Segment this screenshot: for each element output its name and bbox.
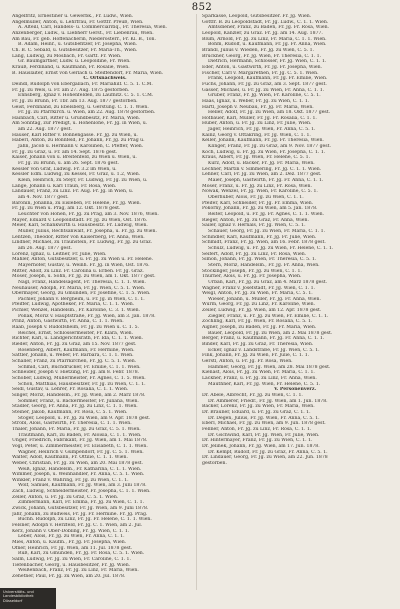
- entry-line: Jahr, Johann, zu Budweis, Fr. Jg. Fr. Hermine. Fr. Jg. Prag.: [12, 511, 148, 517]
- entry-line: Reiter, Leopold, u. Fr. Jg. Fr. Agnes, C. 1. 1. Wien.: [208, 211, 324, 217]
- entry-line: Maier, Joseph, Gastwirth, Fr. Jg. Fr. Anna, C. 1. 1.: [208, 178, 324, 184]
- entry-line: Walter, Adolf, Kaufmann, Fr. Ottilie, C. 1. 1. Wien.: [12, 455, 128, 461]
- entry-line: Frank, Leopold, Kaufmann, Fr. Jg. Fr. Emilie, Wien.: [208, 76, 328, 82]
- entry-line: Kraus, Albert, Fr. Jg. Wien, Fr. Helene, C. 5. 1.: [202, 155, 311, 161]
- entry-line: Dr. Gschwind, Karl, Fr. Jg. Wien, Fr. Julie, Wien.: [208, 432, 320, 438]
- entry-line: Kaiser, Johann von u. Breitenfeld, zu Wien u. Wien, u.: [12, 155, 137, 161]
- entry-line: Baronin, Johanna, zu Eisleben, Fr. Helene, Fr. Jg. Wien.: [12, 200, 142, 206]
- entry-line: Kerz, Johann v. Ober-Döbling, Fr. Jg. Wien, C. 1. 1.: [12, 528, 130, 534]
- entry-line: Lang, Ludwig, zu Mosbach, Fr. Gartf. Fr. Wien.: [12, 53, 122, 59]
- entry-line: Weigl, Anton, Fr. Jg. zu Wien, Fr. Maria, C. 5. 1.: [202, 291, 313, 297]
- entry-line: Gr. Baumgartner, Ludw. u. Leopoldine, Fr. Wien.: [18, 59, 131, 65]
- entry-line: Trautmann, Karl, zu Baden, Fr. Aloisia, C. 1. 1. Wien.: [18, 432, 142, 438]
- entry-line: Klein, Heinrich, zu Steyr, Fr. Ludwig, Fr. Jg. zu Wien, u.: [18, 178, 148, 184]
- entry-line: Dr. Brauner, Eduard, u. Fr. Jg. zu Graz, C. 1. 1.: [202, 409, 311, 415]
- entry-line: Rosenberg, Albert, Kaufmann, Fr. Hermine, Wien.: [18, 347, 135, 353]
- entry-line: Am Bau, Fr. geb. Hoffenacherin, Niederösterr., Fr. Kl. B., Ton.: [12, 36, 156, 42]
- entry-line: Kienast, Alois, Fr. Jg. zu Wien, Fr. Maria, C. 1. 1.: [202, 370, 315, 376]
- entry-line: Zimmermann, Karl, Fr. Emma, Fr. Jg. zu Wien, C. 1. 1.: [18, 500, 145, 506]
- entry-line: Felsner, Adolph v. Herzfeld, Fr. Jg. C. 1. Wien, am 2. Jul.: [12, 523, 143, 529]
- entry-line: Ziegler, Franz, u. Fr. Jg. zu Wien, Fr. Emilie, C. 1. 1.: [208, 313, 329, 319]
- entry-line: B. Hauslaiter, Ernst von Gerlach u. Steiffendorf, Fr. Maria, Wien.: [12, 70, 164, 76]
- entry-line: Brandl, Julius v. Wieden, Fr. Jg. zu Wien, C. 5. 1.: [202, 47, 314, 53]
- entry-line: Thaler, Johann, Fr. Maria, Fr. Jg. zu Graz, C. 5. 1. Wien.: [12, 426, 141, 432]
- entry-line: Schauer, Georg, Fr. Jg. zu Wien, Fr. Maria, C. 1. 1.: [208, 228, 326, 234]
- entry-line: Pfeiffer, Ludwig, Apotheker, Fr. Maria, C. 1. 1. Wien.: [12, 302, 135, 308]
- entry-line: Nowak, Wenzel, Fr. Jg. Wien, Fr. Karoline, C. 5. 1.: [202, 189, 318, 195]
- entry-line: Nagl, Franz, Handelsagent, Fr. Theresia, C. 1. 1. Wien.: [18, 279, 146, 285]
- entry-line: Dr. Ammerer, Friedr., Fr. Jg. Wien, am 1. Jun. 1878.: [208, 398, 328, 404]
- entry-line: Stern, Moriz, Handelsm., Fr. Jg. Fr. Anna, Wien.: [208, 262, 320, 268]
- entry-line: Sommer, Franz, u. Bäckermeister, Fr. Juliana, Wien.: [18, 398, 139, 404]
- entry-line: Kainz, Georg v. Ottakring, Fr. Jg. Wien, C. 1. 1.: [202, 132, 311, 138]
- entry-line: Schulz, Ludwig, u. Fr. Jg. zu Wien, Fr. Helene, C. 1. 1.: [208, 245, 334, 251]
- entry-line: Leopold, Kanzler, zu Graz. Fr. Jg. am 14. Aug. 1877.: [202, 30, 323, 36]
- entry-line: Hammer, Georg, Fr. Jg. Wien, am 28. Mai 1878 gest.: [208, 364, 331, 370]
- entry-line: Raab, Joseph v. Rudolfsheim, Fr. Jg. zu Wien u. C. 1. 5.: [12, 325, 139, 331]
- entry-line: Dr. Jelinek, Johann, Fr. Jg. Wien, am 17. Jun. 1878.: [202, 443, 320, 449]
- entry-line: Leber, Alois, Fr. Jg. zu Wien, Fr. Anna, C. 1. 1.: [18, 534, 125, 540]
- entry-line: Haas, Ignaz, u. Weber, Fr. Jg. zu Wien, C. 1. 1.: [202, 98, 310, 104]
- entry-line: Oberhuber, Alois, Fr. Jg. zu Wien, C. 1. 1.: [208, 195, 304, 200]
- entry-line: Ecker, Ignaz v. Landstraße, Fr. Jg. Wien, C. 5. 1.: [208, 347, 320, 353]
- entry-line: Zeiler, Ludwig, Fr. Jg. Wien, am 12. Apr. 1878 gest.: [202, 308, 322, 314]
- entry-line: Dr. Abele, Albrecht, Fr. Jg. zu Wien, C. 1. 1.: [202, 392, 303, 398]
- entry-line: Aigner, Joseph, zu Baden, Fr. Jg. Fr. Maria, Wien.: [202, 325, 317, 331]
- entry-line: Schindler, Karl, Kaufmann, Fr. Jg. Fr. Julie, Wien.: [202, 234, 317, 240]
- entry-line: Dietrich, Hermann, Schlosser, Fr. Jg. Wien, C. 1. 1.: [208, 59, 327, 65]
- entry-line: Pokorny, Johann, Fr. Jg. zu Wien, am 5. Jan. 1878.: [202, 206, 318, 212]
- entry-line: Schön, Matthias, Hausbesitzer, Fr. Jg. zu Wien, C. 1. 1.: [18, 381, 146, 387]
- entry-line: Kessler Edm. Ludwig, zu Kessel, Fr. Graz, u. 1.2, Wien.: [12, 172, 141, 178]
- entry-line: Fr. Jg. zu Brünn, Fr. Tbr. am 13. Aug. 1877 gestorben.: [12, 98, 138, 104]
- entry-line: Sailer, Ignaz v. Hernals, Fr. Jg. Wien, C. 5. 1.: [202, 223, 306, 229]
- entry-line: Winkler, Franz v. Währing, Fr. Jg. zu Wien, C. 1. 1.: [12, 477, 129, 483]
- entry-line: Zach, Ludwig, Schneidermeister, Fr. Josepha, C. 1. 1. Wien.: [12, 489, 151, 495]
- entry-line: Am Sonntag, zur Predigt, u. Hohenlohe, Fr. Jg. in Wien, u.: [12, 121, 148, 127]
- entry-line: Ruß, Karl, zu Gmunden, Fr. Jg. Fr. Rosa, C. 5. 1. Wien.: [18, 551, 145, 557]
- entry-line: Heller, Adolf, Fr. Jg. zu Wien, am 18. Okt. 1877 gest.: [208, 110, 331, 116]
- entry-line: Stöger, Leopold, u. Fr. Jg. zu Wien, am 9. Apr. 1878 gest.: [18, 415, 151, 421]
- entry-line: Müller, Julius, Rechtsanwalt, Fr. Josepha, u. Fr. Jg. zu Wien.: [18, 228, 157, 234]
- entry-line: Zwick, Johann, Gutsbesitzer, Fr. Jg. Wien, am 9. Juni 1878.: [12, 506, 149, 512]
- entry-line: Buchh. Rudolph, zu Linz, Fr. Jg. Fr. Helene, C. 1. 1. Wien.: [18, 517, 152, 523]
- section-heading: C. Ortsnachweis.: [83, 76, 127, 82]
- entry-line: Dr. Lindauer, Georg, Fr. Jg. zu Wien, am 22. Jun. 1878: [202, 455, 328, 461]
- entry-line: Wagner, Heinrich v. Gumpendorf, Fr. Jg. C. 5. 1. Wien.: [18, 449, 144, 455]
- entry-line: Hartl, Joseph v. Neubau, Fr. Jg. Fr. Maria, Wien.: [202, 104, 314, 110]
- entry-line: am 4. Nov. 1877 gest.: [18, 195, 69, 200]
- page-number: 852: [191, 2, 213, 13]
- entry-line: Mahler, Anton, Gutsbesitzer, u. Fr. Jg. zu Wien u. Fr. Helene.: [12, 257, 154, 263]
- entry-line: Eberl, Michael, Fr. Jg. zu Wien, am 9. Jun. 1878 gest.: [202, 421, 326, 427]
- entry-line: Wieser, Johann, u. Müller, Fr. Jg. Fr. Anna, Wien.: [208, 296, 321, 302]
- entry-line: Rieger, Anton, Fr. Jg. zu Graz, Fr. Anna, Wien.: [202, 217, 309, 223]
- entry-line: Jäger, Heinrich, Fr. Jg. Wien, Fr. Anna, C. 5. 1.: [208, 127, 316, 133]
- entry-line: Stockinger, Joseph, Fr. Jg. zu Wien, C. 1. 1.: [202, 268, 302, 274]
- entry-line: Wurm, Georg, Fr. Jg. zu Linz, Fr. Karoline, Wien.: [202, 302, 316, 308]
- entry-line: Thurner, Alois, u. Fr. Jg. Fr. Josepha, Wien.: [202, 274, 302, 280]
- entry-line: Pachler, Johann v. Bergheim, u. Fr. Jg. in Wien, C. 1. 1.: [18, 296, 145, 302]
- entry-line: Seifert, Adolf, Fr. Jg. zu Linz, Fr. Rosa, Wien.: [202, 251, 307, 257]
- entry-line: A. Alteill, Carl, Handels- u. Commerciäritiq., Fr. Theresia, Wien.: [18, 25, 168, 31]
- entry-line: Salm, Ludwig, Fr. Jg. zu Wien, Fr. Caroline, C. 1. 1.: [12, 557, 131, 562]
- column-divider: [196, 14, 197, 590]
- entry-line: Hainbach, Carl, Ritter u. Grundbesitz, Fr. Maria, Wien.: [12, 115, 141, 121]
- entry-line: Angelmüller, Anton, u. Lehrfrau, Fr. Gottfr. Preuß, Wien.: [12, 19, 144, 25]
- logo-line-1: Universitäts- und: [3, 590, 34, 594]
- logo-line-3: Düsseldorf: [3, 598, 23, 603]
- entry-line: Lorenz, Ignaz, u. Leitner, Fr. Julie, Wien.: [12, 251, 107, 257]
- entry-line: Pichler, Wenzel, Handelsm., Fr. Karoline, C. 3. 1. Wien.: [12, 308, 141, 314]
- entry-line: Richter, Karl, u. Landgerichtsrath, Fr. Ida, C. 1. 1. Wien.: [12, 336, 144, 342]
- entry-line: Koch, Ludwig, u. Fr. Jg. zu Wien, Fr. Josepha, C. 1. 1.: [202, 149, 326, 155]
- entry-line: Singer, Moriz, Handelsm., Fr. Jg. Wien, am 2. März 1878.: [12, 392, 146, 398]
- entry-line: Simon, Johann, Fr. Jg. Wien, Fr. Theresia, C. 5. 1.: [202, 257, 317, 263]
- entry-line: Fischer, Carl v. Margarethen, Fr. Jg. C. 5. 1. Wien.: [202, 70, 319, 76]
- entry-line: Weiß, Ignaz, Handelsm., Fr. Katharina, C. 1. 1. Wien.: [18, 466, 142, 472]
- left-column: [12, 14, 198, 590]
- entry-line: Lentzen, Theodor, Ritter von Kaiserberg, Fr. Anna, Wien.: [12, 234, 145, 240]
- entry-line: Bauer, Leopold, Fr. Jg. zu Wien, am 2. Mai 1878 gest.: [208, 330, 333, 336]
- entry-line: Neuhauser, Adolph, Fr. Maria, Fr. Jg. Wien, C. 5. 1. Wien.: [12, 285, 146, 291]
- entry-line: Mitter, Adolf, zu Linz. Fr. Carolina u. Erben. Fr. Jg. Graz.: [12, 268, 144, 274]
- entry-line: Gasser, Michael, u. Fr. Jg. zu Wien, Fr. Anna, C. 1. 1.: [202, 87, 325, 93]
- entry-line: Krauß, Ferdinand, u. Kaufmann, Fr. Rosalie, Wien.: [12, 64, 130, 70]
- entry-line: Böhm, Rudolf, u. Kaufmann, Fr. Jg. Fr. Anna, Wien.: [208, 42, 327, 48]
- entry-line: Bäcker, Lorenz, Fr. Jg. zu Wien, Fr. Maria, Wien.: [202, 404, 315, 410]
- entry-line: am 22. Aug. 1877 gest.: [18, 127, 72, 133]
- entry-line: Hauser, Karl Ritter v. Bonnengasse. Fr. Jg. zu Wien, u.: [12, 132, 138, 138]
- entry-line: Hofbauer, Karl, Müller, Fr. Jg. Fr. Rosalia, C. 1. 1.: [202, 115, 317, 121]
- entry-line: Unger, Friedrich, Fabrikant, Fr. Jg. Wien, am 1. Mai 1878.: [12, 438, 148, 444]
- entry-line: Leuchter von Hohen, Fr. Jg. zu Prag, am 3. Nov. 1876, Wien.: [18, 211, 159, 217]
- entry-line: Prinz, Anton, Gastwirth, Fr. Anna, C. 1. 1. Wien.: [12, 319, 124, 325]
- entry-line: Fuchs, Johann, Fr. Jg. zu Graz, am 3. Sept. 1877 gest.: [202, 81, 327, 87]
- entry-line: Geist, Ferdinand, zu Ebelsberg, u. Gerstung. C. 1. 1. Wien.: [12, 104, 149, 110]
- entry-line: Lange, Johann u. Karl Traun, Fr. Rosa, Wien.: [12, 183, 117, 189]
- entry-line: Gruber, Franz, Fr. Jg. Wien, Fr. Karoline, C. 5. 1.: [208, 93, 321, 99]
- entry-line: Fr. Jg. zu Wien u. Prag, am 12. Okt. 1878 gest.: [12, 206, 121, 212]
- entry-line: Ofner, Heinrich, Fr. Jg. Wien, am 11. Jul. 1878 gest.: [12, 545, 133, 551]
- entry-line: Dr. Degen, Julius, Fr. Jg. Wien, Fr. Anna, C. 5. 1.: [208, 415, 320, 421]
- entry-line: Binder, Karl, Fr. Jg. zu Graz, Fr. Theresia, Wien.: [202, 342, 314, 348]
- entry-line: Kurz, Adolf, u. Bäcker, Fr. Jg. Fr. Maria, Wien.: [208, 161, 315, 167]
- library-logo: [0, 588, 56, 609]
- entry-line: Dr. Hintermayer, Franz, Fr. Jg. zu Wien, C. 1. 1.: [202, 438, 313, 444]
- entry-line: Mies, Anton, u. Kaufm., Fr. Jg. Fr. Josepha, Wien.: [12, 540, 127, 546]
- entry-line: Blum, Arnold, Fr. Jg. zu Linz, Fr. Maria, C. 1. 1. Wien.: [202, 36, 327, 42]
- section-heading: V. Personenverz.: [273, 387, 317, 393]
- entry-line: Kessler von Graf, Ludwig. Fr. 3.2 im Wien, u.: [12, 166, 117, 172]
- right-column: [202, 14, 388, 590]
- entry-line: Vogl, Peter, u. Zimmermeister, Fr. Elisabeth, C. 1. 1. Wien.: [12, 443, 148, 449]
- entry-line: gestorben.: [202, 460, 227, 466]
- entry-line: Weber, Christian, Fr. Jg. zu Wien, am 20. Mai 1878 gest.: [12, 460, 143, 466]
- entry-line: Strobl, Alois, Gastwirth, Fr. Theresia, C. 1. 1. Wien.: [12, 421, 132, 427]
- entry-line: Meier, Karl, Schankwirth u. Hausbesitz. Fr. Ludwig, Wien.: [12, 223, 148, 229]
- entry-line: Seidl, Gustav, u. Lehrer, Fr. Rosalia, C. 1. 1. Wien.: [12, 387, 129, 393]
- entry-line: Weißenbach, Franz, Fr. Jg. zu Linz, Fr. Maria, Wien.: [18, 568, 139, 574]
- entry-line: Moser, Franz, u. Fr. Jg. zu Linz, Fr. Rosa, Wien.: [202, 183, 312, 189]
- entry-line: Ch. B. C. Sebald, u. Gutsbesitzer, Fr. Maria-Th., Wien.: [12, 47, 138, 53]
- entry-line: Wimmer, Joseph, u. Weinhändler, Fr. Anna, C. 5. 1. Wien.: [12, 472, 145, 478]
- entry-line: Schmidt, Franz, Fr. Jg. Wien, am 16. Febr. 1878 gest.: [202, 240, 326, 246]
- entry-line: Fr. Jg. zu Brünn, u. am 26. Sept. 1876 gest.: [18, 161, 119, 167]
- entry-line: Haberl, Anton, zu Bonnfeld, Fr. Johann, Fr. Jg. zu Prag u.: [12, 138, 145, 144]
- entry-line: Fr. Jg. zu Graz, u. Fr. am 14. Sept. 1876 gest.: [12, 149, 118, 155]
- entry-line: Pfeifer, Karl, Schneider, Fr. Jg. Fr. Emma, Wien.: [202, 200, 314, 206]
- entry-line: Lackner, Franz, u. Fr. Jg. zu Linz, Fr. Anna, Wien.: [202, 376, 317, 381]
- entry-line: Mayerhofer, Gustav, u. Weinh. Fr. Jg. in Wien, Ost. 1876.: [18, 262, 150, 268]
- entry-line: Gottfr. B. zu Leopoldstadt, Fr. Jg. Ludw., C. 1. 1. Wien.: [202, 19, 329, 25]
- entry-line: Zeller, Anton, u. Fr. Jg. zu Graz, C. 5. 1. Wien.: [12, 494, 119, 500]
- entry-line: Fr. Jg. zu Pfarrkirch. u. Wien, am 22. Aug. 1878 gestorben.: [18, 110, 156, 116]
- entry-line: Rieder, Anton, Fr. Jg. zu Graz, am 15. Nov. 1877 gest.: [12, 342, 137, 348]
- entry-line: Mauthner, Karl, Fr. Jg. Wien, Fr. Helene, C. 5. 1.: [208, 381, 321, 387]
- entry-line: B. Adam, Heinr., u. Gutsbefitzer, Fr. Josepha, Wien.: [18, 42, 138, 48]
- entry-line: Keller, Johann, Kaufmann, Fr. Jg. Fr. Theresia, Wien.: [202, 138, 324, 144]
- entry-line: am 26. Aug. 1877 gest.: [18, 245, 72, 251]
- entry-line: Angelfritz, Ernestiner u. Gewerbk., Fr. Ludw., Wien.: [12, 14, 134, 19]
- entry-line: Reichel, Ernst, Schlossermeister, Fr. Klara, Wien.: [18, 330, 134, 336]
- entry-line: Schneider, Joseph v. Hietzing, Fr. Jg. am 8. Febr. 1878.: [12, 370, 140, 376]
- entry-line: Klinger, Franz, Fr. Jg. zu Graz, am 9. Nov. 1877 gest.: [208, 144, 331, 150]
- entry-line: Eder, Anton, u. Gastwirth, Fr. Jg. Fr. Josepha, Wien.: [202, 64, 322, 70]
- entry-line: Landauer, Franz, zu Linz. Fr. Aug. Fr. Jg. in Wien, u.: [12, 189, 134, 195]
- entry-line: Pollak, Moriz v. Hauptstraße, Fr. Jg. Wien, am 3. Jan. 1878.: [18, 313, 156, 319]
- entry-line: Obermayer, Georg, zu Gmunden, Fr. Josefine, C. 1. 5. Wien.: [12, 291, 151, 297]
- entry-line: Moser, Joseph, u. Sohn, Fr. Jg. zu Wien, am 1. Okt. 1877 gest.: [12, 274, 156, 280]
- logo-line-2: Landesbibliothek: [3, 594, 34, 599]
- entry-line: Mayer, Eduard v. Leopoldstadt. Fr. Jg. zu Wien, Ost. 1876.: [12, 217, 148, 223]
- entry-line: Berger, Franz, u. Kaufmann, Fr. Jg. Fr. Anna, C. 1. 1.: [202, 336, 325, 342]
- entry-line: Zöchling, Karl, Fr. Jg. Wien, Fr. Rosalia, C. 5. 1.: [202, 319, 313, 325]
- entry-line: Fr. Jg. zu Wels, u. Fr. am 27. Aug. 1875 gestorben.: [12, 87, 130, 93]
- entry-line: Schaller, Franz, zu Pfarrkirchen, Fr. Jg. C. 5. 1. Wien.: [12, 359, 137, 365]
- entry-line: Wolf, Samuel, Kaufmann, Fr. Jg. Wien, am 3. Juni 1878.: [18, 483, 147, 489]
- entry-line: Amtsdiener, Franz, zu Baden, Fr. Jg. Fr. Rosa, Wien.: [208, 25, 329, 31]
- entry-line: Fink, Johann, Fr. Jg. zu Wien, Fr. Julie, C. 1. 1.: [202, 353, 310, 359]
- entry-line: Bruckner, Georg, Fr. Jg. Wien, Fr. Theresia, C. 1. 1.: [202, 53, 322, 59]
- entry-line: Sattler, Johann, u. Weber, Fr. Barbara, C. 1. 1. Wien.: [12, 353, 134, 359]
- entry-line: Dr. Kempf, Rudolf, Fr. Jg. zu Graz, Fr. Anna, C. 5. 1.: [208, 449, 328, 455]
- entry-line: Huber, Anton, u. Fr. Jg. zu Linz, Fr. Julie, Wien.: [202, 121, 312, 127]
- entry-line: Anzenberger, Ludw., u. Liebherr Gerst., Fr. Liebenrau, Wien.: [12, 30, 154, 36]
- entry-line: Ennsberg, Ignaz v. Hohenfelden, zu Laufnitz. C. 5. 1. C.M.: [18, 93, 154, 99]
- entry-line: Sparkasse, Leopold, Gutsbesitzer. Fr. Jg. Wien.: [202, 14, 312, 19]
- entry-line: Urban, Karl, Fr. Jg. zu Graz, am 4. März 1878 gest.: [208, 279, 328, 285]
- entry-line: Lehner, Carl, Fr. Jg. zu Wien, am 2. Dez. 1877 gest.: [202, 172, 322, 178]
- entry-line: Lindner, Michael, zu Traunstein, Fr. Ludwig, Fr. Jg. zu Graz.: [12, 240, 153, 246]
- entry-line: Steiner, Jakob, Kaufmann, Fr. Rosa, C. 5. 1. Wien.: [12, 409, 128, 415]
- entry-line: Deindl, Rudolph von Ebergallach, Fr. Mariahilf. C. 5. 1. C.M.: [12, 81, 153, 87]
- entry-line: Zehetner, Paul, Fr. Jg. zu Wien, am 20. Jul. 1878.: [12, 573, 126, 579]
- entry-line: Fellner, Anton, Fr. Jg. zu Linz, Fr. Rosa, C. 1. 1.: [202, 426, 312, 432]
- entry-line: Stadler, Georg, Fr. Anna, Fr. Jg. zu Linz, C. 1. 1. Wien.: [12, 404, 138, 410]
- entry-line: Wagner, Franz v. Josefstadt, Fr. Jg. Wien, C. 1. 1.: [202, 285, 315, 291]
- entry-line: Gerstl, Anton, u. Fr. Jg. Fr. Rosa, Wien.: [202, 359, 293, 365]
- entry-line: Jahn, Jacob u. Hermann v. Karolinen, C. Pfeffer, Wien.: [18, 144, 144, 150]
- entry-line: Lechner, Martin v. Simmering, Fr. Jg. C. 1. 1. Wien.: [202, 166, 322, 172]
- entry-line: Schmid, Carl, Buchdrucker, Fr. Emilie, C. 1. 1. Wien.: [18, 364, 141, 370]
- entry-line: Tiefenbacher, Georg, u. Hausbesitzer, Fr. Jg. Wien.: [12, 562, 131, 568]
- entry-line: Schober, Ludwig, Müllermeister, Fr. Agnes, C. 1. 5. Wien.: [12, 376, 146, 381]
